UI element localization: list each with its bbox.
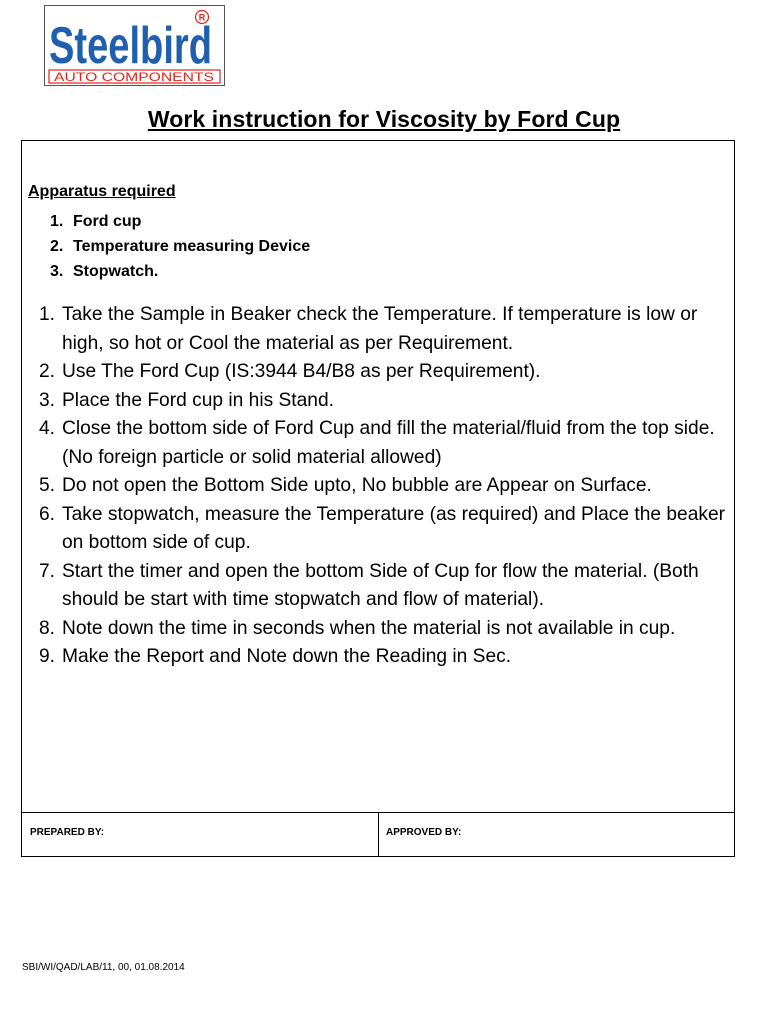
step-number: 9. xyxy=(39,646,56,667)
apparatus-item-text: Stopwatch. xyxy=(73,263,159,280)
logo-tagline-text: AUTO COMPONENTS xyxy=(54,72,215,84)
procedure-step xyxy=(39,501,734,558)
step-text: Use The Ford Cup (IS:3944 B4/B8 as per Requirement). xyxy=(62,361,541,382)
step-number: 1. xyxy=(39,304,56,325)
procedure-step xyxy=(39,558,734,615)
procedure-step xyxy=(39,358,734,387)
apparatus-item-text: Temperature measuring Device xyxy=(73,238,311,255)
step-number: 7. xyxy=(39,560,56,582)
apparatus-item-number: 1. xyxy=(50,213,64,230)
step-text: Start the timer and open the bottom Side of Cup for flow the material. (Both should be start with time stopwatch and flow of material). xyxy=(62,560,699,610)
apparatus-item-number: 2. xyxy=(50,238,64,255)
apparatus-item xyxy=(50,209,310,234)
registered-mark-letter: R xyxy=(198,12,206,23)
step-number: 5. xyxy=(39,475,56,496)
step-number: 6. xyxy=(39,503,56,525)
apparatus-item-number: 3. xyxy=(50,263,64,280)
signoff-column-divider xyxy=(378,812,379,856)
company-logo xyxy=(44,5,225,86)
step-text: Make the Report and Note down the Reading in Sec. xyxy=(62,646,512,667)
procedure-step xyxy=(39,643,734,672)
apparatus-item xyxy=(50,259,310,284)
step-number: 4. xyxy=(39,418,56,439)
step-text: Take stopwatch, measure the Temperature (as required) and Place the beaker on bottom side of cup. xyxy=(62,503,726,553)
procedure-step xyxy=(39,387,734,416)
procedure-step xyxy=(39,472,734,501)
step-text: Place the Ford cup in his Stand. xyxy=(62,389,334,411)
apparatus-item-text: Ford cup xyxy=(73,213,142,230)
step-number: 8. xyxy=(39,617,56,639)
step-text: Note down the time in seconds when the material is not available in cup. xyxy=(62,617,676,639)
procedure-step xyxy=(39,415,734,472)
prepared-by-label: PREPARED BY: xyxy=(30,827,105,838)
document-title: Work instruction for Viscosity by Ford Cup xyxy=(147,106,621,132)
step-number: 2. xyxy=(39,361,56,382)
step-text: Close the bottom side of Ford Cup and fill the material/fluid from the top side. (No foreign particle or solid material allowed) xyxy=(62,418,715,468)
approved-by-label: APPROVED BY: xyxy=(386,827,462,838)
apparatus-item xyxy=(50,234,310,259)
logo-brand-text: Steelbird xyxy=(49,17,212,75)
step-text: Do not open the Bottom Side upto, No bubble are Appear on Surface. xyxy=(62,475,652,496)
steelbird-logo-graphic xyxy=(45,6,224,85)
procedure-step xyxy=(39,615,734,644)
procedure-steps xyxy=(39,301,734,672)
apparatus-list xyxy=(50,209,310,284)
step-text: Take the Sample in Beaker check the Temperature. If temperature is low or high, so hot or Cool the material as per Requirement. xyxy=(62,304,698,354)
procedure-step xyxy=(39,301,734,358)
document-code: SBI/WI/QAD/LAB/11, 00, 01.08.2014 xyxy=(22,962,185,973)
step-number: 3. xyxy=(39,389,56,411)
apparatus-heading: Apparatus required xyxy=(28,183,176,200)
